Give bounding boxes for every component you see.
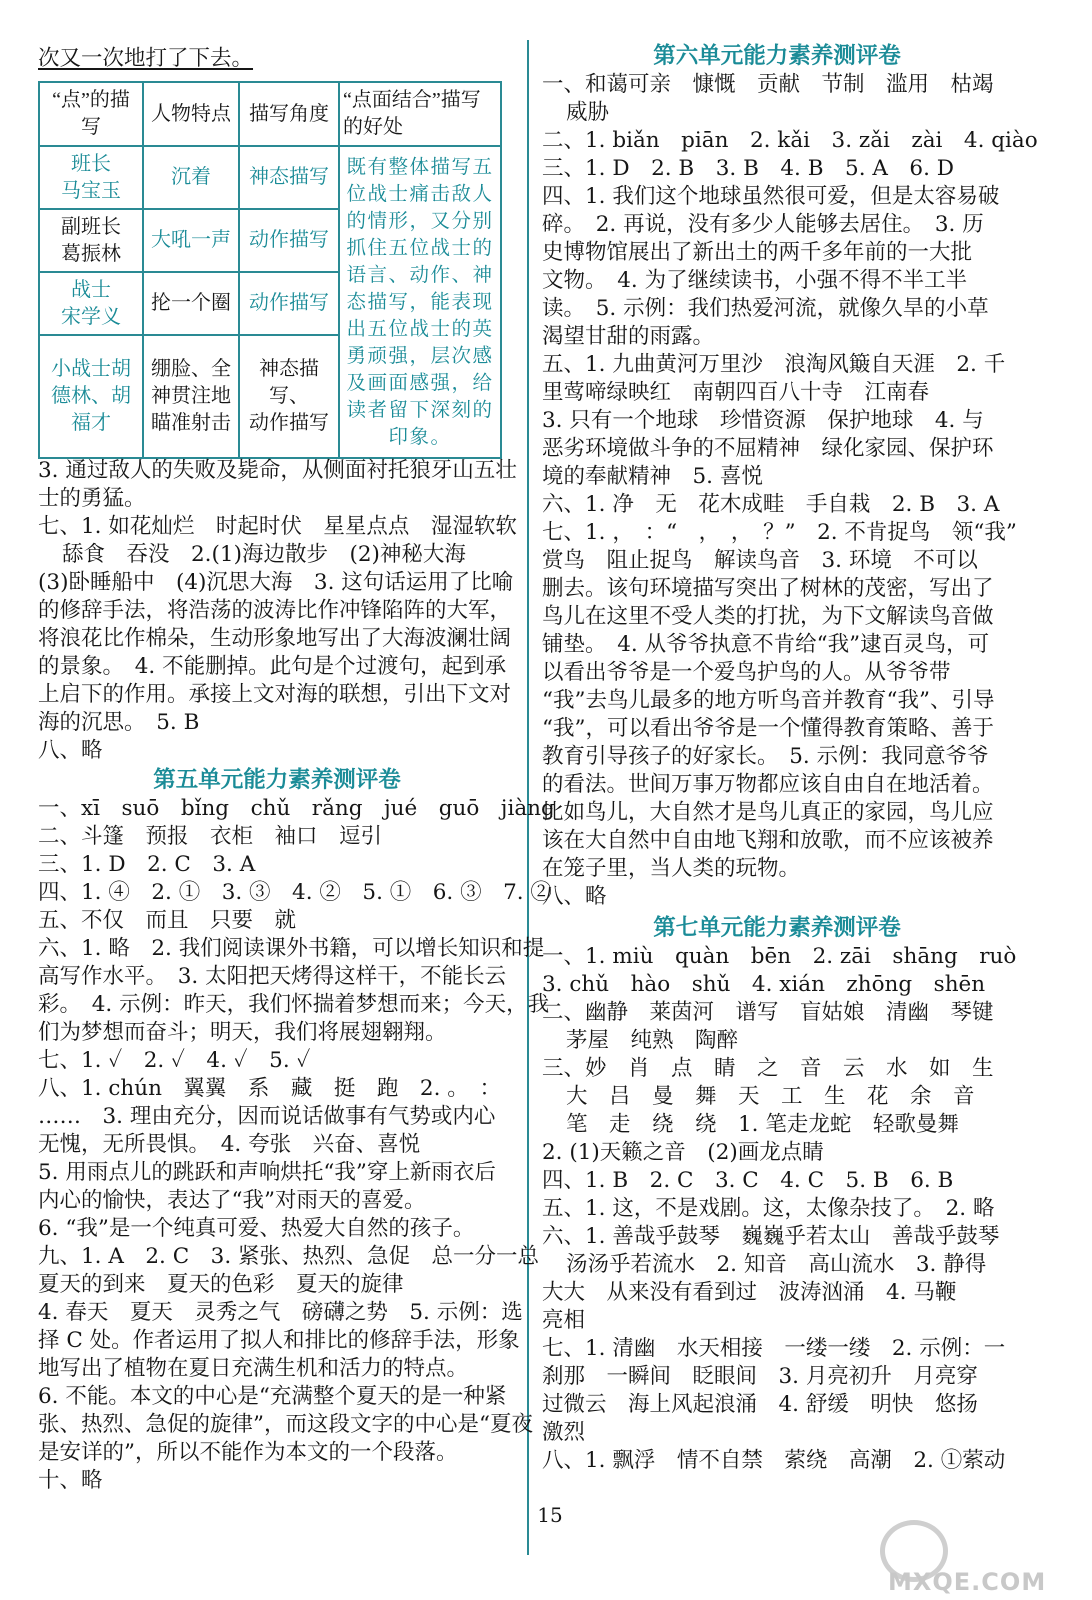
answer-line: 六、1. 略 2. 我们阅读课外书籍，可以增长知识和提 bbox=[38, 936, 545, 961]
answer-line: 删去。该句环境描写突出了树林的茂密，写出了 bbox=[542, 576, 994, 601]
answer-line: 彩。 4. 示例：昨天，我们怀揣着梦想而来；今天，我 bbox=[38, 992, 550, 1017]
answer-line: 笔 走 绕 绕 1. 笔走龙蛇 轻歌曼舞 bbox=[566, 1112, 959, 1137]
answer-line: 大 吕 曼 舞 天 工 生 花 余 音 bbox=[566, 1084, 975, 1109]
answer-line: 六、1. 净 无 花木成畦 手自栽 2. B 3. A bbox=[542, 492, 1000, 517]
table-cell: 神态描写 bbox=[239, 146, 339, 209]
answer-line: 四、1. B 2. C 3. C 4. C 5. B 6. B bbox=[542, 1168, 954, 1193]
answer-line: 六、1. 善哉乎鼓琴 巍巍乎若太山 善哉乎鼓琴 bbox=[542, 1224, 1000, 1249]
answer-line: 三、妙 肖 点 睛 之 音 云 水 如 生 bbox=[542, 1056, 994, 1081]
table-cell: 小战士胡 德林、胡 福才 bbox=[39, 335, 143, 458]
answer-line: 以看出爷爷是一个爱鸟护鸟的人。从爷爷带 bbox=[542, 660, 951, 685]
answer-line: 的修辞手法，将浩荡的波涛比作冲锋陷阵的大军， bbox=[38, 598, 512, 623]
answer-line: 八、1. 飘浮 情不自禁 萦绕 高潮 2. ①萦动 bbox=[542, 1448, 1006, 1473]
answer-line: 四、1. ④ 2. ① 3. ③ 4. ② 5. ① 6. ③ 7. ② bbox=[38, 880, 552, 905]
answer-line: 文物。 4. 为了继续读书，小强不得不半工半 bbox=[542, 268, 968, 293]
top-line: 次又一次地打了下去。 bbox=[38, 46, 254, 71]
answer-line: 刹那 一瞬间 眨眼间 3. 月亮初升 月亮穿 bbox=[542, 1364, 978, 1389]
answer-line: 3. 通过敌人的失败及毙命，从侧面衬托狼牙山五壮 bbox=[38, 458, 517, 483]
analysis-table bbox=[38, 81, 502, 459]
answer-line: 夏天的到来 夏天的色彩 夏天的旋律 bbox=[38, 1272, 404, 1297]
answer-line: “我”去鸟儿最多的地方听鸟音并教育“我”、引导 bbox=[542, 688, 995, 713]
answer-line: 一、xī suō bǐng chǔ rǎng jué guō jiàng bbox=[38, 796, 555, 821]
answer-line: 境的奉献精神 5. 喜悦 bbox=[542, 464, 763, 489]
answer-line: …… 3. 理由充分，因而说话做事有气势或内心 bbox=[38, 1104, 496, 1129]
answer-line: 五、1. 这，不是戏剧。这，太像杂技了。 2. 略 bbox=[542, 1196, 995, 1221]
table-cell: 战士 宋学义 bbox=[39, 272, 143, 335]
answer-line: (3)卧睡船中 (4)沉思大海 3. 这句话运用了比喻 bbox=[38, 570, 514, 595]
answer-line: 一、和蔼可亲 慷慨 贡献 节制 滥用 枯竭 bbox=[542, 72, 994, 97]
answer-line: 6. “我”是一个纯真可爱、热爱大自然的孩子。 bbox=[38, 1216, 475, 1241]
answer-line: 舔食 吞没 2.(1)海边散步 (2)神秘大海 bbox=[62, 542, 466, 567]
table-cell: 抡一个圈 bbox=[143, 272, 239, 335]
answer-line: 二、幽静 莱茵河 谱写 盲姑娘 清幽 琴键 bbox=[542, 1000, 994, 1025]
answer-line: 七、1. 清幽 水天相接 一缕一缕 2. 示例：一 bbox=[542, 1336, 1006, 1361]
answer-line: 3. 只有一个地球 珍惜资源 保护地球 4. 与 bbox=[542, 408, 984, 433]
answer-line: 威胁 bbox=[566, 100, 610, 125]
answer-line: 史博物馆展出了新出土的两千多年前的一大批 bbox=[542, 240, 973, 265]
answer-line: 十、略 bbox=[38, 1468, 103, 1493]
table-cell: 沉着 bbox=[143, 146, 239, 209]
table-header: “点”的描写 bbox=[39, 82, 143, 146]
answer-line: 是安详的”，所以不能作为本文的一个段落。 bbox=[38, 1440, 458, 1465]
answer-line: 上启下的作用。承接上文对海的联想，引出下文对 bbox=[38, 682, 512, 707]
answer-line: 3. chǔ hào shǔ 4. xián zhōng shēn bbox=[542, 972, 986, 997]
answer-line: 七、1. ✓ 2. ✓ 4. ✓ 5. ✓ bbox=[38, 1048, 311, 1073]
answer-line: 铺垫。 4. 从爷爷执意不肯给“我”逮百灵鸟，可 bbox=[542, 632, 990, 657]
answer-line: 汤汤乎若流水 2. 知音 高山流水 3. 静得 bbox=[566, 1252, 987, 1277]
watermark-site: MXQE.COM bbox=[888, 1568, 1047, 1596]
table-cell: 班长 马宝玉 bbox=[39, 146, 143, 209]
answer-line: 恶劣环境做斗争的不屈精神 绿化家园、保护环 bbox=[542, 436, 994, 461]
table-header: “点面结合”描写的好处 bbox=[339, 82, 501, 146]
answer-line: 大大 从来没有看到过 波涛汹涌 4. 马鞭 bbox=[542, 1280, 957, 1305]
page-number: 15 bbox=[537, 1503, 563, 1527]
unit7-heading: 第七单元能力素养测评卷 bbox=[653, 915, 901, 941]
answer-line: 地写出了植物在夏日充满生机和活力的特点。 bbox=[38, 1356, 469, 1381]
table-benefit-cell: 既有整体描写五位战士痛击敌人的情形，又分别抓住五位战士的语言、动作、神态描写，能表现出五位战士的英勇顽强，层次感及画面感强，给读者留下深刻的印象。 bbox=[339, 146, 501, 458]
answer-line: 的景象。 4. 不能删掉。此句是个过渡句，起到承 bbox=[38, 654, 507, 679]
answer-line: 择 C 处。作者运用了拟人和排比的修辞手法，形象 bbox=[38, 1328, 520, 1353]
table-cell: 动作描写 bbox=[239, 209, 339, 272]
table-cell: 大吼一声 bbox=[143, 209, 239, 272]
answer-line: 激烈 bbox=[542, 1420, 586, 1445]
unit6-heading: 第六单元能力素养测评卷 bbox=[653, 43, 901, 69]
unit5-heading: 第五单元能力素养测评卷 bbox=[153, 767, 401, 793]
answer-line: 们为梦想而奋斗；明天，我们将展翅翱翔。 bbox=[38, 1020, 447, 1045]
answer-line: 在笼子里，当人类的玩物。 bbox=[542, 856, 801, 881]
answer-line: 4. 春天 夏天 灵秀之气 磅礴之势 5. 示例：选 bbox=[38, 1300, 523, 1325]
answer-line: 海的沉思。 5. B bbox=[38, 710, 200, 735]
answer-line: 鸟儿在这里不受人类的打扰，为下文解读鸟音做 bbox=[542, 604, 994, 629]
answer-line: 亮相 bbox=[542, 1308, 586, 1333]
answer-line: 比如鸟儿，大自然才是鸟儿真正的家园，鸟儿应 bbox=[542, 800, 994, 825]
answer-line: 里莺啼绿映红 南朝四百八十寺 江南春 bbox=[542, 380, 930, 405]
answer-line: 教育引导孩子的好家长。 5. 示例：我同意爷爷 bbox=[542, 744, 989, 769]
answer-line: 七、1. 如花灿烂 时起时伏 星星点点 湿湿软软 bbox=[38, 514, 517, 539]
answer-line: 高写作水平。 3. 太阳把天烤得这样干，不能长云 bbox=[38, 964, 507, 989]
table-header: 人物特点 bbox=[143, 82, 239, 146]
answer-line: 茅屋 纯熟 陶醉 bbox=[566, 1028, 739, 1053]
answer-line: 无愧，无所畏惧。 4. 夸张 兴奋、喜悦 bbox=[38, 1132, 421, 1157]
answer-line: 五、不仅 而且 只要 就 bbox=[38, 908, 297, 933]
watermark bbox=[880, 1520, 1080, 1598]
answer-line: 五、1. 九曲黄河万里沙 浪淘风簸自天涯 2. 千 bbox=[542, 352, 1006, 377]
answer-line: 2. (1)天籁之音 (2)画龙点睛 bbox=[542, 1140, 824, 1165]
table-cell: 动作描写 bbox=[239, 272, 339, 335]
answer-line: 七、1. ， ：“ ， ， ？” 2. 不肯捉鸟 领“我” bbox=[542, 520, 1017, 545]
table-cell: 副班长 葛振林 bbox=[39, 209, 143, 272]
answer-line: 三、1. D 2. B 3. B 4. B 5. A 6. D bbox=[542, 156, 954, 181]
table-cell: 绷脸、全 神贯注地 瞄准射击 bbox=[143, 335, 239, 458]
answer-line: 二、1. biǎn piān 2. kǎi 3. zǎi zài 4. qiào bbox=[542, 128, 1038, 153]
answer-line: 二、斗篷 预报 衣柜 袖口 逗引 bbox=[38, 824, 383, 849]
table-header: 描写角度 bbox=[239, 82, 339, 146]
answer-line: 九、1. A 2. C 3. 紧张、热烈、急促 总一分一总 bbox=[38, 1244, 540, 1269]
table-cell: 神态描写、 动作描写 bbox=[239, 335, 339, 458]
answer-line: 过微云 海上风起浪涌 4. 舒缓 明快 悠扬 bbox=[542, 1392, 978, 1417]
answer-line: 张、热烈、急促的旋律”，而这段文字的中心是“夏夜 bbox=[38, 1412, 533, 1437]
answer-line: 碎。 2. 再说，没有多少人能够去居住。 3. 历 bbox=[542, 212, 984, 237]
answer-line: 的看法。世间万事万物都应该自由自在地活着。 bbox=[542, 772, 994, 797]
answer-line: 三、1. D 2. C 3. A bbox=[38, 852, 256, 877]
answer-line: 内心的愉快，表达了“我”对雨天的喜爱。 bbox=[38, 1188, 426, 1213]
answer-line: 该在大自然中自由地飞翔和放歌，而不应该被养 bbox=[542, 828, 994, 853]
answer-line: 八、1. chún 翼翼 系 藏 挺 跑 2. 。 ： bbox=[38, 1076, 502, 1101]
answer-line: 八、略 bbox=[542, 884, 607, 909]
answer-line: 四、1. 我们这个地球虽然很可爱，但是太容易破 bbox=[542, 184, 1000, 209]
answer-line: 士的勇猛。 bbox=[38, 486, 146, 511]
answer-line: 5. 用雨点儿的跳跃和声响烘托“我”穿上新雨衣后 bbox=[38, 1160, 496, 1185]
answer-line: “我”，可以看出爷爷是一个懂得教育策略、善于 bbox=[542, 716, 994, 741]
answer-line: 读。 5. 示例：我们热爱河流，就像久旱的小草 bbox=[542, 296, 989, 321]
answer-line: 八、略 bbox=[38, 738, 103, 763]
answer-line: 6. 不能。本文的中心是“充满整个夏天的是一种紧 bbox=[38, 1384, 507, 1409]
answer-line: 一、1. miù quàn bēn 2. zāi shāng ruò bbox=[542, 944, 1017, 969]
answer-line: 赏鸟 阻止捉鸟 解读鸟音 3. 环境 不可以 bbox=[542, 548, 978, 573]
answer-line: 将浪花比作棉朵，生动形象地写出了大海波澜壮阔 bbox=[38, 626, 512, 651]
answer-line: 渴望甘甜的雨露。 bbox=[542, 324, 715, 349]
